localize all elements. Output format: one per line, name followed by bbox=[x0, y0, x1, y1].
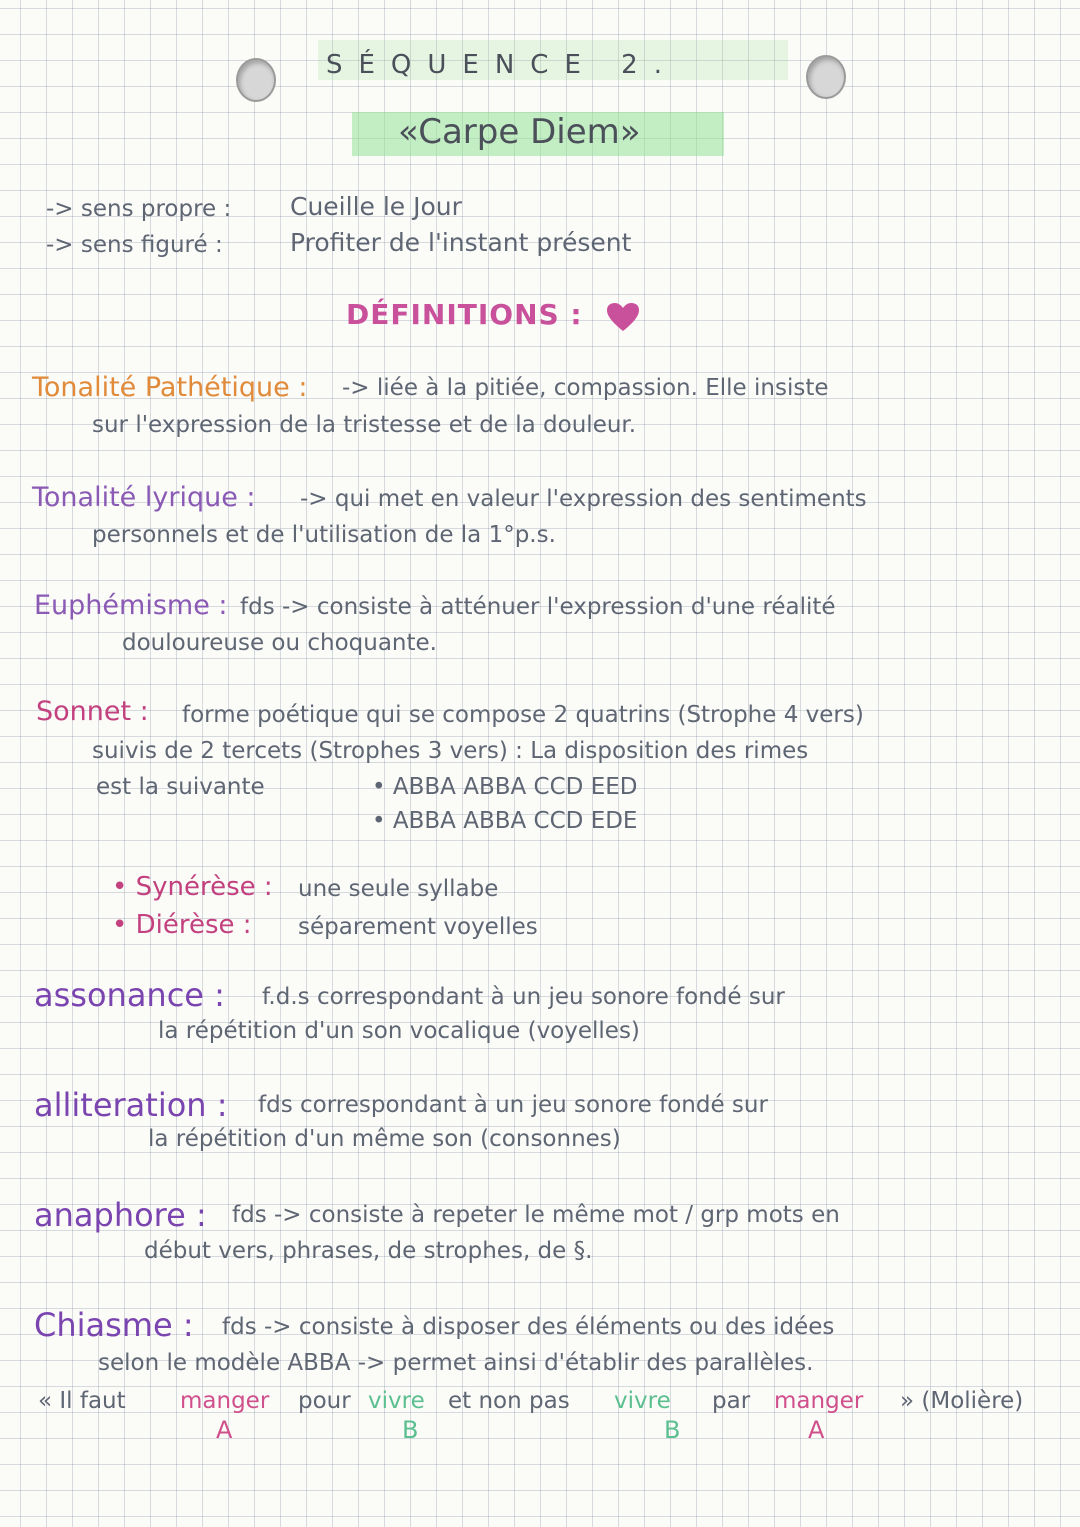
punch-hole-right bbox=[806, 55, 846, 99]
heart-icon bbox=[606, 302, 640, 332]
punch-hole-left bbox=[236, 58, 276, 102]
alliteration-line-1: fds correspondant à un jeu sonore fondé sur bbox=[258, 1092, 768, 1118]
chiasme-letter-b-1: B bbox=[402, 1416, 419, 1444]
sonnet-line-1: forme poétique qui se compose 2 quatrins (Strophe 4 vers) bbox=[182, 702, 864, 728]
chiasme-line-1: fds -> consiste à disposer des éléments ou des idées bbox=[222, 1314, 835, 1340]
page-title: «Carpe Diem» bbox=[398, 112, 641, 152]
term-synerese: • Synérèse : bbox=[112, 872, 273, 902]
chiasme-letter-a-1: A bbox=[216, 1416, 233, 1444]
pathetique-line-1: -> liée à la pitiée, compassion. Elle insiste bbox=[342, 375, 829, 401]
sequence-title: SÉQUENCE 2. bbox=[326, 50, 678, 80]
pathetique-line-2: sur l'expression de la tristesse et de la douleur. bbox=[92, 412, 637, 438]
term-chiasme: Chiasme : bbox=[34, 1306, 194, 1344]
anaphore-line-1: fds -> consiste à repeter le même mot / grp mots en bbox=[232, 1202, 840, 1228]
rhyme-scheme-2: • ABBA ABBA CCD EDE bbox=[372, 808, 638, 834]
figurative-meaning-label: -> sens figuré : bbox=[46, 232, 223, 258]
chiasme-letter-a-2: A bbox=[808, 1416, 825, 1444]
proper-meaning-label: -> sens propre : bbox=[46, 196, 232, 222]
term-sonnet: Sonnet : bbox=[36, 696, 149, 727]
euphemisme-line-2: douloureuse ou choquante. bbox=[122, 630, 437, 656]
chiasme-word-manger-1: manger bbox=[180, 1388, 270, 1414]
assonance-line-1: f.d.s correspondant à un jeu sonore fondé sur bbox=[262, 984, 785, 1010]
rhyme-scheme-1: • ABBA ABBA CCD EED bbox=[372, 774, 638, 800]
chiasme-word-vivre-2: vivre bbox=[614, 1388, 671, 1414]
chiasme-quote-open: « Il faut bbox=[38, 1388, 126, 1414]
anaphore-line-2: début vers, phrases, de strophes, de §. bbox=[144, 1238, 593, 1264]
chiasme-quote-pour: pour bbox=[298, 1388, 351, 1414]
term-tonalite-pathetique: Tonalité Pathétique : bbox=[32, 372, 308, 403]
euphemisme-line-1: fds -> consiste à atténuer l'expression d'une réalité bbox=[240, 594, 836, 620]
sonnet-line-3: est la suivante bbox=[96, 774, 265, 800]
term-dierese: • Diérèse : bbox=[112, 910, 252, 940]
chiasme-line-2: selon le modèle ABBA -> permet ainsi d'établir des parallèles. bbox=[98, 1350, 814, 1376]
chiasme-word-manger-2: manger bbox=[774, 1388, 864, 1414]
chiasme-letter-b-2: B bbox=[664, 1416, 681, 1444]
definitions-heading: DÉFINITIONS : bbox=[346, 298, 583, 331]
term-alliteration: alliteration : bbox=[34, 1086, 228, 1124]
alliteration-line-2: la répétition d'un même son (consonnes) bbox=[148, 1126, 621, 1152]
chiasme-quote-par: par bbox=[712, 1388, 751, 1414]
term-assonance: assonance : bbox=[34, 976, 225, 1014]
dierese-value: séparement voyelles bbox=[298, 914, 538, 940]
sonnet-line-2: suivis de 2 tercets (Strophes 3 vers) : La disposition des rimes bbox=[92, 738, 809, 764]
lyrique-line-1: -> qui met en valeur l'expression des sentiments bbox=[300, 486, 867, 512]
proper-meaning-value: Cueille le Jour bbox=[290, 192, 462, 221]
lyrique-line-2: personnels et de l'utilisation de la 1°p.s. bbox=[92, 522, 556, 548]
assonance-line-2: la répétition d'un son vocalique (voyelles) bbox=[158, 1018, 640, 1044]
synerese-value: une seule syllabe bbox=[298, 876, 499, 902]
chiasme-word-vivre-1: vivre bbox=[368, 1388, 425, 1414]
figurative-meaning-value: Profiter de l'instant présent bbox=[290, 228, 632, 257]
chiasme-quote-et-non-pas: et non pas bbox=[448, 1388, 570, 1414]
chiasme-quote-close: » (Molière) bbox=[900, 1388, 1024, 1414]
term-tonalite-lyrique: Tonalité lyrique : bbox=[32, 482, 256, 513]
term-anaphore: anaphore : bbox=[34, 1196, 207, 1234]
term-euphemisme: Euphémisme : bbox=[34, 590, 228, 621]
